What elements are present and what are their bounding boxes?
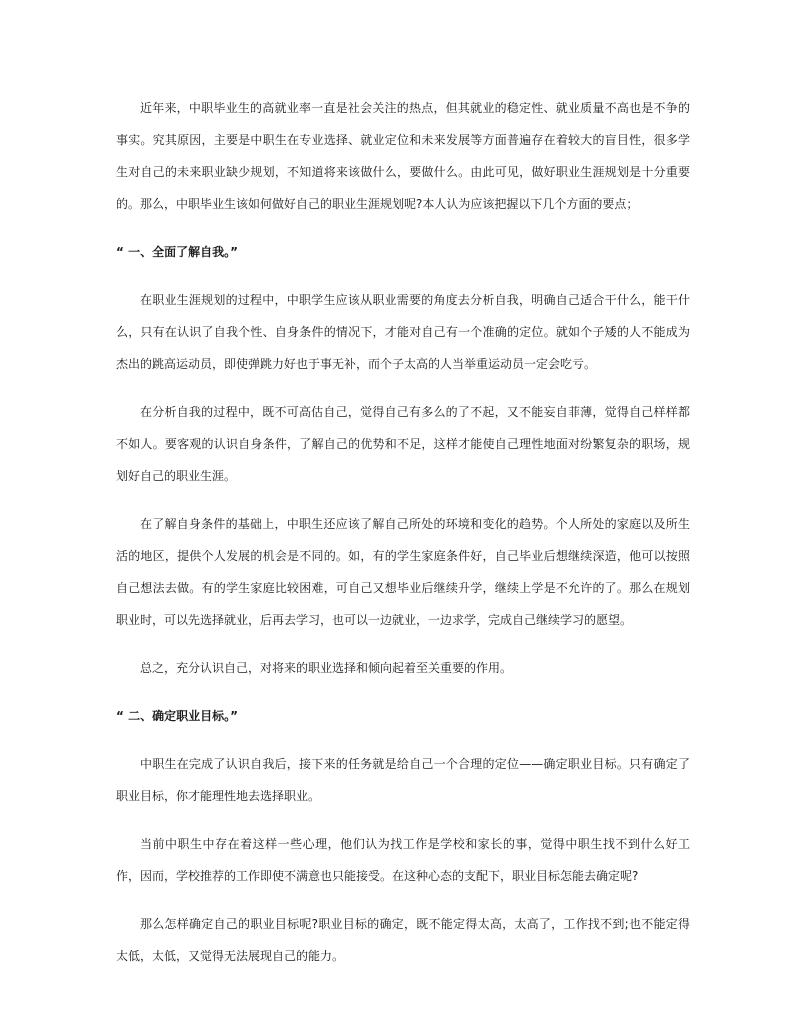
- document-page: [116, 92, 690, 988]
- paragraph-summary: 总之，充分认识自己，对将来的职业选择和倾向起着至关重要的作用。: [140, 661, 513, 675]
- paragraph-positioning: 中职生在完成了认识自我后，接下来的任务就是给自己一个合理的定位——确定职业目标。只有确定了职业目标，你才能理性地去选择职业。: [116, 757, 690, 803]
- section-heading-1: “ 一、全面了解自我。”: [116, 245, 238, 259]
- paragraph-intro: 近年来，中职毕业生的高就业率一直是社会关注的热点，但其就业的稳定性、就业质量不高也是不争的事实。究其原因，主要是中职生在专业选择、就业定位和未来发展等方面普遍存在着较大的盲目性，很多学生对自己的未来职业缺少规划，不知道将来该做什么，要做什么。由此可见，做好职业生涯规划是十分重要的。那么，中职毕业生该如何做好自己的职业生涯规划呢?本人认为应该把握以下几个方面的要点；: [116, 101, 690, 211]
- paragraph-mindset: 当前中职生中存在着这样一些心理，他们认为找工作是学校和家长的事，觉得中职生找不到什么好工作，因而，学校推荐的工作即使不满意也只能接受。在这种心态的支配下，职业目标怎能去确定呢?: [116, 837, 690, 883]
- paragraph-objective-view: 在分析自我的过程中，既不可高估自己，觉得自己有多么的了不起，又不能妄自菲薄，觉得自己样样都不如人。要客观的认识自身条件，了解自己的优势和不足，这样才能使自己理性地面对纷繁复杂的职场，规划好自己的职业生涯。: [116, 405, 690, 483]
- section-heading-2: “ 二、确定职业目标。”: [116, 709, 238, 723]
- paragraph-self-analysis: 在职业生涯规划的过程中，中职学生应该从职业需要的角度去分析自我，明确自己适合干什么，能干什么，只有在认识了自我个性、自身条件的情况下，才能对自己有一个准确的定位。就如个子矮的人不能成为杰出的跳高运动员，即使弹跳力好也于事无补，而个子太高的人当举重运动员一定会吃亏。: [116, 293, 690, 371]
- paragraph-goal-setting: 那么怎样确定自己的职业目标呢?职业目标的确定，既不能定得太高，太高了，工作找不到;也不能定得太低，太低，又觉得无法展现自己的能力。: [116, 917, 690, 963]
- paragraph-environment: 在了解自身条件的基础上，中职生还应该了解自己所处的环境和变化的趋势。个人所处的家庭以及所生活的地区，提供个人发展的机会是不同的。如，有的学生家庭条件好，自己毕业后想继续深造，他可以按照自己想法去做。有的学生家庭比较困难，可自己又想毕业后继续升学，继续上学是不允许的了。那么在规划职业时，可以先选择就业，后再去学习，也可以一边就业，一边求学，完成自己继续学习的愿望。: [116, 517, 690, 627]
